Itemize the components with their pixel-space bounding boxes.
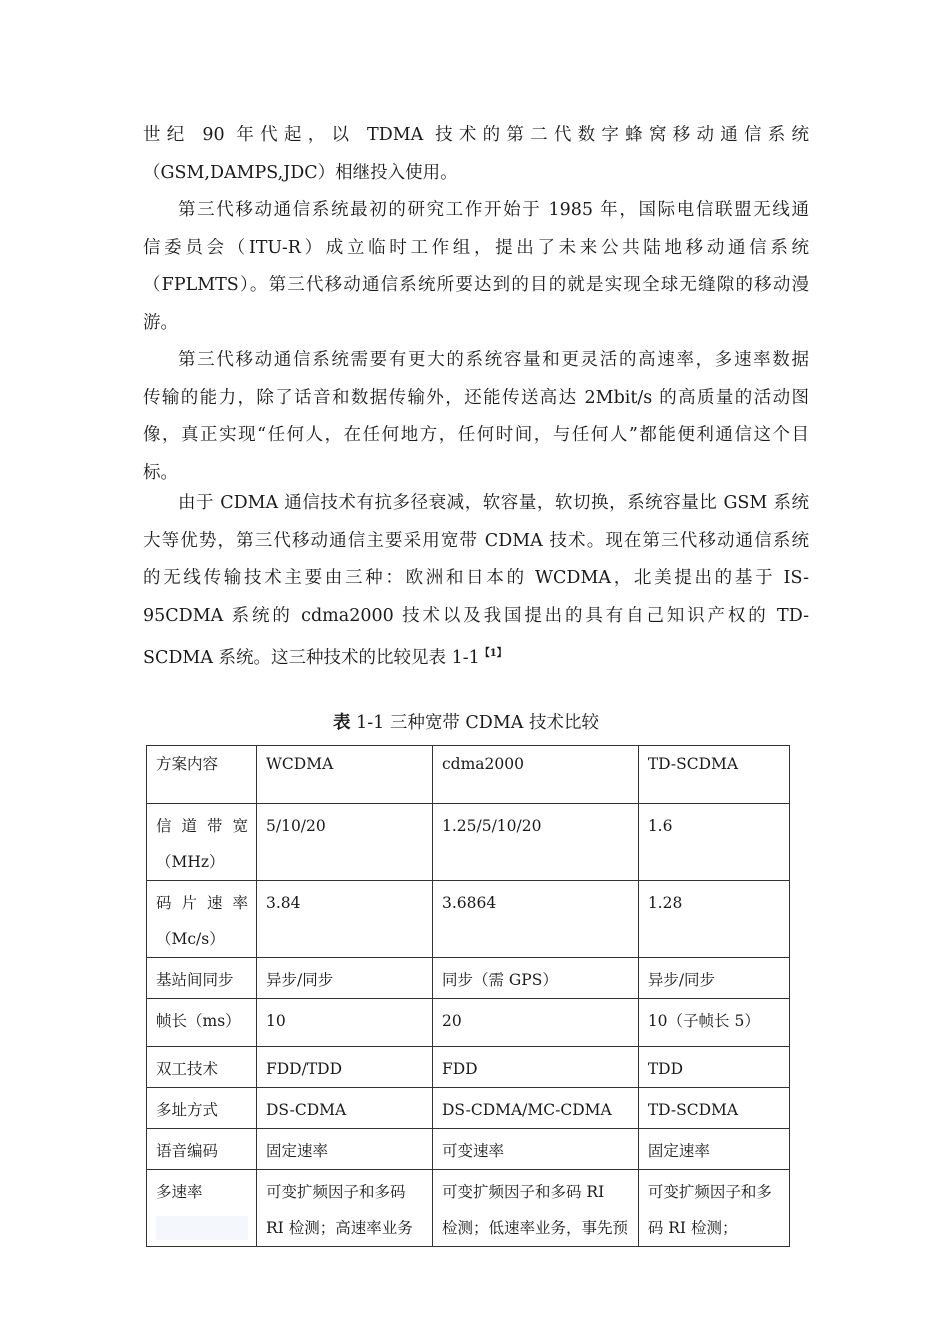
- text-line: 标。: [143, 462, 178, 483]
- table-cell-line: （MHz）: [156, 853, 225, 871]
- table-cell-text: 1.25/5/10/20: [441, 817, 542, 835]
- table-cell: [432, 999, 638, 1047]
- table-cell-text: 1.28: [647, 894, 683, 912]
- table-header-cell: [257, 746, 433, 804]
- text-line: 由于 CDMA 通信技术有抗多径衰减，软容量，软切换，系统容量比 GSM 系统: [178, 493, 809, 513]
- table-cell-text: 10（子帧长 5）: [647, 1012, 760, 1030]
- table-cell-line: 可变扩频因子和多码 RI: [441, 1183, 605, 1201]
- citation-reference: 【1】: [479, 648, 507, 659]
- table-cell-text: 可变速率: [441, 1142, 504, 1160]
- table-cell: [432, 1088, 638, 1129]
- text-line: （FPLMTS）。第三代移动通信系统所要达到的目的就是实现全球无缝隙的移动漫: [143, 275, 809, 295]
- table-cell: [147, 1129, 257, 1170]
- table-cell-line: （Mc/s）: [156, 930, 225, 948]
- table-cell-text: 双工技术: [156, 1060, 219, 1078]
- table-row: [147, 958, 790, 999]
- table-cell-text: FDD/TDD: [266, 1060, 343, 1078]
- paragraph-3g-origin: [143, 192, 809, 342]
- table-cell-text: 多址方式: [156, 1101, 219, 1119]
- table-cell-text: 语音编码: [156, 1142, 219, 1160]
- table-cell: [257, 881, 433, 958]
- text-line: 第三代移动通信系统最初的研究工作开始于 1985 年，国际电信联盟无线通: [178, 200, 809, 220]
- table-cell: [257, 804, 433, 881]
- table-cell: [257, 958, 433, 999]
- text-line: [143, 635, 809, 673]
- table-cell: [257, 1088, 433, 1129]
- paragraph-cdma: [143, 485, 809, 673]
- table-cell-text: 3.6864: [441, 894, 497, 912]
- table-header-cell: [638, 746, 789, 804]
- table-cell-text: DS-CDMA/MC-CDMA: [441, 1101, 612, 1119]
- table-cell-text: 方案内容: [156, 755, 219, 773]
- table-cell-text: 多速率: [156, 1183, 203, 1201]
- paragraph-intro: [143, 117, 809, 192]
- table-cell: [432, 881, 638, 958]
- table-cell: [638, 1129, 789, 1170]
- table-cell-text: 5/10/20: [266, 817, 326, 835]
- table-cell-text: WCDMA: [266, 755, 334, 773]
- table-cell: [638, 958, 789, 999]
- text-line: 传输的能力，除了话音和数据传输外，还能传送高达 2Mbit/s 的高质量的活动图: [143, 387, 809, 408]
- table-cell-text: TDD: [647, 1060, 684, 1078]
- table-cell: [147, 881, 257, 958]
- table-cell-line: 可变扩频因子和多: [647, 1183, 772, 1201]
- table-cell: [432, 804, 638, 881]
- table-row: [147, 881, 790, 958]
- table-row: [147, 804, 790, 881]
- table-body: [147, 746, 790, 1247]
- table-cell-line: 检测；低速率业务，事先预: [441, 1219, 628, 1237]
- table-cell-text: TD-SCDMA: [647, 755, 739, 773]
- text-line: 信委员会（ITU-R）成立临时工作组，提出了未来公共陆地移动通信系统: [143, 237, 809, 258]
- table-cell: [257, 1047, 433, 1088]
- text-line: 的无线传输技术主要由三种：欧洲和日本的 WCDMA，北美提出的基于 IS-: [143, 568, 809, 588]
- table-cell: [638, 1088, 789, 1129]
- table-cell: [147, 804, 257, 881]
- paragraph-3g-requirements: [143, 342, 809, 492]
- table-cell: [432, 958, 638, 999]
- table-cell-text: FDD: [441, 1060, 478, 1078]
- table-cell-text: 固定速率: [266, 1142, 329, 1160]
- table-cell: [638, 1170, 789, 1247]
- table-caption-label: 表: [333, 713, 351, 733]
- table-cell-text: cdma2000: [441, 755, 524, 773]
- table-cell: [638, 881, 789, 958]
- table-cell-text: TD-SCDMA: [647, 1101, 739, 1119]
- table-cell: [147, 1170, 257, 1247]
- table-cell-text: 3.84: [266, 894, 301, 912]
- table-cell-line: 信道带宽: [156, 817, 248, 835]
- text-line-content: SCDMA 系统。这三种技术的比较见表 1-1: [143, 648, 480, 668]
- table-cell: [147, 1047, 257, 1088]
- table-cell-text: 1.6: [647, 817, 673, 835]
- highlight-shade: [156, 1216, 248, 1240]
- table-cell: [432, 1047, 638, 1088]
- table-cell: [638, 804, 789, 881]
- table-header-cell: [432, 746, 638, 804]
- table-cell: [257, 1129, 433, 1170]
- table-row: [147, 1170, 790, 1247]
- table-cell: [147, 958, 257, 999]
- table-cell: [147, 1088, 257, 1129]
- table-cell-line: 码 RI 检测；: [647, 1219, 738, 1237]
- table-cell-line: RI 检测；高速率业务: [266, 1219, 413, 1237]
- table-cell-line: 码片速率: [156, 894, 248, 912]
- table-cell: [257, 1170, 433, 1247]
- table-cell-text: 帧长（ms）: [156, 1012, 241, 1030]
- table-cell: [432, 1129, 638, 1170]
- table-caption-text: 1-1 三种宽带 CDMA 技术比较: [350, 713, 599, 733]
- text-line: 游。: [143, 312, 178, 333]
- table-header-cell: [147, 746, 257, 804]
- text-line: 95CDMA 系统的 cdma2000 技术以及我国提出的具有自己知识产权的 TD-: [143, 605, 809, 626]
- table-cell-text: 20: [441, 1012, 462, 1030]
- table-cell-text: 异步/同步: [647, 971, 716, 989]
- comparison-table: [146, 745, 790, 1247]
- table-cell-text: 固定速率: [647, 1142, 710, 1160]
- table-cell-text: 异步/同步: [266, 971, 334, 989]
- table-cell: [638, 999, 789, 1047]
- table-cell: [432, 1170, 638, 1247]
- text-line: 世纪 90 年代起，以 TDMA 技术的第二代数字蜂窝移动通信系统: [143, 125, 809, 145]
- table-cell-text: 10: [266, 1012, 286, 1030]
- table-row: [147, 999, 790, 1047]
- table-row: [147, 1047, 790, 1088]
- table-caption: [143, 708, 789, 738]
- table-row: [147, 1088, 790, 1129]
- table-cell-text: 基站间同步: [156, 971, 234, 989]
- table-cell-line: 可变扩频因子和多码: [266, 1183, 406, 1201]
- table-row: [147, 1129, 790, 1170]
- table-cell: [257, 999, 433, 1047]
- table-cell: [638, 1047, 789, 1088]
- text-line: 像，真正实现“任何人，在任何地方，任何时间，与任何人”都能便利通信这个目: [143, 425, 809, 445]
- text-line: （GSM,DAMPS,JDC）相继投入使用。: [143, 162, 458, 183]
- table-cell: [147, 999, 257, 1047]
- table-row: [147, 746, 790, 804]
- text-line: 第三代移动通信系统需要有更大的系统容量和更灵活的高速率，多速率数据: [178, 350, 809, 370]
- text-line: 大等优势，第三代移动通信主要采用宽带 CDMA 技术。现在第三代移动通信系统: [143, 530, 809, 551]
- table-cell-text: 同步（需 GPS）: [441, 971, 558, 989]
- table-cell-text: DS-CDMA: [266, 1101, 347, 1119]
